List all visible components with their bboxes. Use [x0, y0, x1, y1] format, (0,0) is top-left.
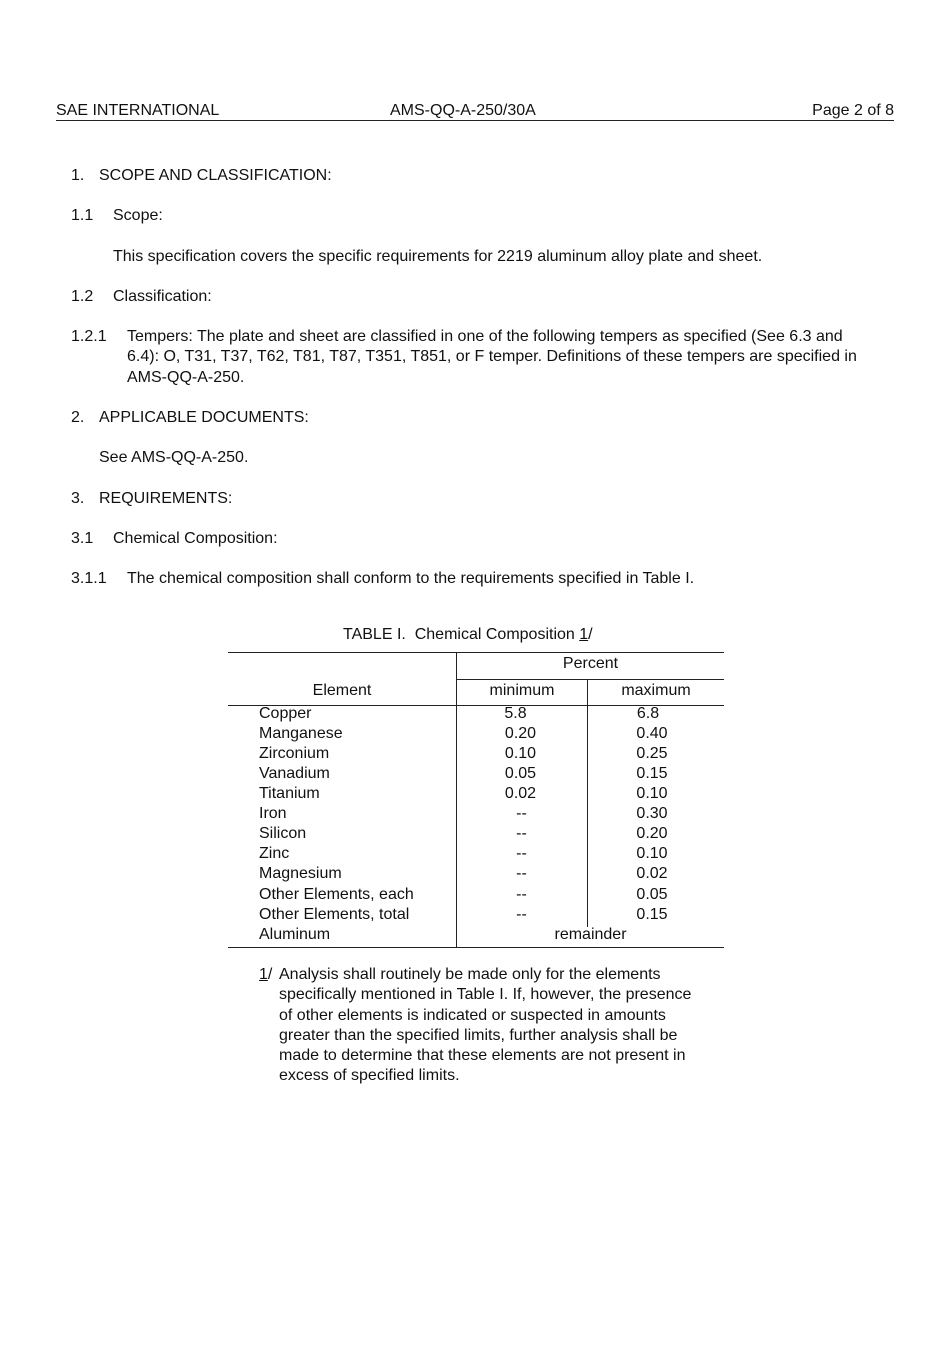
table-cell-max: 0.30 — [636, 805, 668, 822]
table-cell-element: Magnesium — [259, 865, 342, 882]
table-top-rule — [228, 652, 724, 653]
section-2-number: 2. — [71, 409, 85, 426]
table-cell-min: 0.10 — [504, 745, 537, 762]
table-cell-element: Other Elements, total — [259, 906, 410, 923]
table-cell-min: -- — [516, 886, 527, 903]
table-cell-max: 0.25 — [636, 745, 668, 762]
table-cell-min: -- — [516, 865, 527, 882]
table-cell-element: Titanium — [259, 785, 320, 802]
table-cell-min: -- — [516, 845, 527, 862]
table-cell-min: 0.02 — [504, 785, 537, 802]
footnote-marker — [259, 965, 272, 985]
header-page-number: Page 2 of 8 — [812, 102, 894, 119]
section-3-1-title: Chemical Composition: — [113, 530, 278, 547]
table-header-minimum: minimum — [489, 682, 555, 699]
table-caption — [343, 625, 593, 645]
table-caption-footnote-ref: 1 — [579, 626, 589, 643]
header-rule — [56, 120, 894, 121]
table-cell-max: 0.10 — [636, 845, 668, 862]
section-3-title: REQUIREMENTS: — [99, 490, 233, 507]
header-doc-id: AMS-QQ-A-250/30A — [390, 102, 536, 119]
table-cell-max: 0.40 — [636, 725, 668, 742]
table-cell-min: -- — [516, 805, 527, 822]
table-cell-min: 5.8 — [504, 705, 527, 722]
table-cell-element: Other Elements, each — [259, 886, 414, 903]
table-header-element: Element — [312, 682, 372, 699]
header-org: SAE INTERNATIONAL — [56, 102, 220, 119]
table-header-percent: Percent — [562, 655, 619, 672]
table-cell-max: 0.02 — [636, 865, 668, 882]
section-3-1-1-number: 3.1.1 — [71, 570, 107, 587]
table-cell-element: Zirconium — [259, 745, 330, 762]
table-cell-max: 0.05 — [636, 886, 668, 903]
section-1-2-number: 1.2 — [71, 288, 94, 305]
section-1-2-title: Classification: — [113, 288, 212, 305]
footnote-ref: 1 — [259, 966, 268, 983]
table-cell-element: Manganese — [259, 725, 343, 742]
section-1-1-text: This specification covers the specific requirements for 2219 aluminum alloy plate and sheet. — [113, 248, 763, 265]
table-header-maximum: maximum — [621, 682, 691, 699]
table-bottom-rule — [228, 947, 724, 948]
table-caption-text: TABLE I. Chemical Composition — [343, 626, 580, 643]
section-1-title: SCOPE AND CLASSIFICATION: — [99, 167, 332, 184]
section-1-1-number: 1.1 — [71, 207, 94, 224]
section-1-2-1-text: Tempers: The plate and sheet are classified in one of the following tempers as specified (See 6.3 and 6.4): O, T31, T37, T62, T81, T87, T351, T851, or F temper. Definitions of these tempers are specified in AMS-QQ-A-250. — [127, 328, 857, 386]
table-cell-element: Zinc — [259, 845, 290, 862]
footnote-text: Analysis shall routinely be made only for the elements specifically mentioned in Table I. If, however, the presence of other elements is indicated or suspected in amounts greater than the specified limits, further analysis shall be made to determine that these elements are not present in excess of specified limits. — [279, 966, 692, 1085]
footnote-slash: / — [267, 966, 273, 983]
table-cell-max: 0.10 — [636, 785, 668, 802]
table-cell-element: Iron — [259, 805, 287, 822]
table-percent-rule — [456, 679, 724, 680]
table-cell-max: 0.15 — [636, 765, 668, 782]
table-caption-slash: / — [588, 626, 593, 643]
section-3-number: 3. — [71, 490, 85, 507]
table-cell-remainder: remainder — [554, 926, 627, 943]
table-cell-element: Silicon — [259, 825, 307, 842]
section-1-1-title: Scope: — [113, 207, 163, 224]
table-cell-element: Vanadium — [259, 765, 330, 782]
table-cell-element-aluminum: Aluminum — [259, 926, 331, 943]
section-1-number: 1. — [71, 167, 85, 184]
table-cell-max: 0.15 — [636, 906, 668, 923]
table-cell-min: -- — [516, 906, 527, 923]
table-cell-max: 0.20 — [636, 825, 668, 842]
section-3-1-1-text: The chemical composition shall conform to the requirements specified in Table I. — [127, 570, 695, 587]
table-cell-min: 0.05 — [504, 765, 537, 782]
table-cell-min: -- — [516, 825, 527, 842]
section-2-title: APPLICABLE DOCUMENTS: — [99, 409, 309, 426]
table-cell-element: Copper — [259, 705, 312, 722]
section-2-text: See AMS-QQ-A-250. — [99, 449, 249, 466]
section-3-1-number: 3.1 — [71, 530, 94, 547]
table-cell-min: 0.20 — [504, 725, 537, 742]
table-cell-max: 6.8 — [636, 705, 660, 722]
section-1-2-1-number: 1.2.1 — [71, 328, 107, 345]
